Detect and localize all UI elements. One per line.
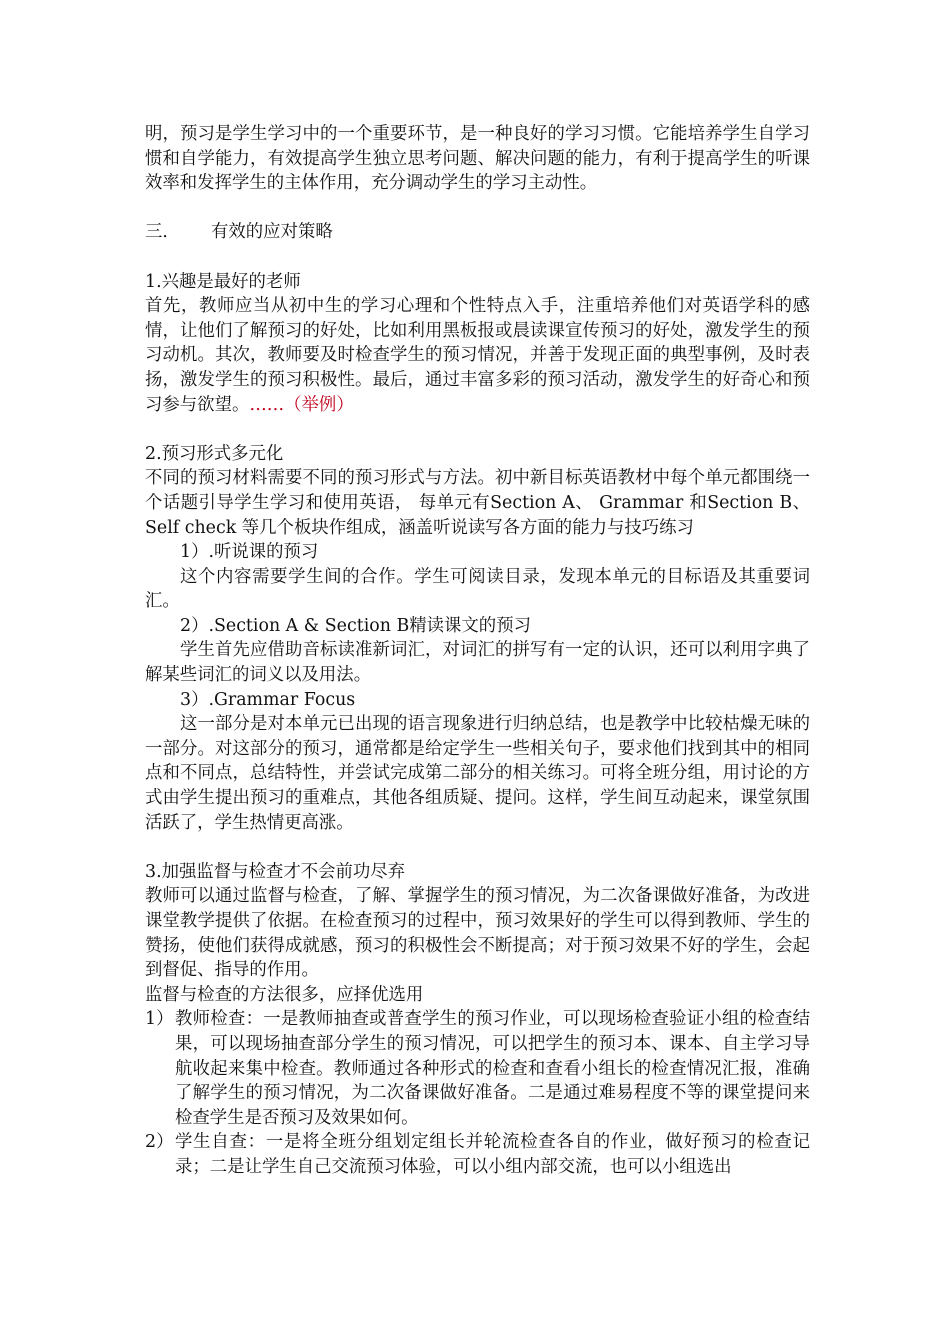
method-item-1: [145, 1007, 810, 1130]
example-note: ……（举例）: [249, 394, 354, 415]
section-heading: [145, 220, 810, 245]
section-number: 三．: [145, 222, 180, 243]
section-title: 有效的应对策略: [211, 222, 333, 243]
strategy-2-title: 2.预习形式多元化: [145, 443, 284, 464]
strategy-2-item-3-body: 这一部分是对本单元已出现的语言现象进行归纳总结，也是教学中比较枯燥无味的一部分。对这部分的预习，通常都是给定学生一些相关句子，要求他们找到其中的相同点和不同点，总结特性，并尝试完成第二部分的相关练习。可将全班分组，用讨论的方式由学生提出预习的重难点，其他各组质疑、提问。这样，学生间互动起来，课堂氛围活跃了，学生热情更高涨。: [145, 714, 810, 833]
strategy-2-item-3-title: 3）.Grammar Focus: [180, 689, 356, 710]
strategy-3-body: 教师可以通过监督与检查，了解、掌握学生的预习情况，为二次备课做好准备，为改进课堂教学提供了依据。在检查预习的过程中，预习效果好的学生可以得到教师、学生的赞扬，使他们获得成就感，预习的积极性会不断提高；对于预习效果不好的学生，会起到督促、指导的作用。: [145, 886, 810, 981]
strategy-2-item-2-body: 学生首先应借助音标读准新词汇，对词汇的拼写有一定的认识，还可以利用字典了解某些词汇的词义以及用法。: [145, 640, 810, 686]
list-marker: 2）: [145, 1132, 174, 1153]
strategy-2-item-1-body: 这个内容需要学生间的合作。学生可阅读目录，发现本单元的目标语及其重要词汇。: [145, 566, 810, 612]
strategy-2-body: 不同的预习材料需要不同的预习形式与方法。初中新目标英语教材中每个单元都围绕一个话题引导学生学习和使用英语， 每单元有Section A、 Grammar 和Section B、 Self check 等几个板块作组成，涵盖听说读写各方面的能力与技巧练习: [145, 468, 810, 538]
strategy-2-item-2-title: 2）.Section A & Section B精读课文的预习: [180, 615, 531, 636]
method-text: 学生自查：一是将全班分组划定组长并轮流检查各自的作业，做好预习的检查记录；二是让学生自己交流预习体验，可以小组内部交流，也可以小组选出: [175, 1132, 810, 1177]
method-item-2: [145, 1130, 810, 1179]
method-text: 教师检查：一是教师抽查或普查学生的预习作业，可以现场检查验证小组的检查结果，可以现场抽查部分学生的预习情况，可以把学生的预习本、课本、自主学习导航收起来集中检查。教师通过各种形式的检查和查看小组长的检查情况汇报，准确了解学生的预习情况，为二次备课做好准备。二是通过难易程度不等的课堂提问来检查学生是否预习及效果如何。: [175, 1009, 810, 1128]
document-page: [145, 122, 810, 1180]
list-marker: 1）: [145, 1009, 174, 1030]
strategy-3-title: 3.加强监督与检查才不会前功尽弃: [145, 861, 406, 882]
strategy-2-item-1-title: 1）.听说课的预习: [180, 542, 319, 563]
strategy-1-title: 1.兴趣是最好的老师: [145, 271, 301, 292]
intro-paragraph: 明，预习是学生学习中的一个重要环节，是一种良好的学习习惯。它能培养学生自学习惯和自学能力，有效提高学生独立思考问题、解决问题的能力，有利于提高学生的听课效率和发挥学生的主体作用，充分调动学生的学习主动性。: [145, 124, 810, 194]
methods-intro: 监督与检查的方法很多，应择优选用: [145, 984, 424, 1005]
strategy-1-body: 首先，教师应当从初中生的学习心理和个性特点入手，注重培养他们对英语学科的感情，让他们了解预习的好处，比如利用黑板报或晨读课宣传预习的好处，激发学生的预习动机。其次，教师要及时检查学生的预习情况，并善于发现正面的典型事例，及时表扬，激发学生的预习积极性。最后，通过丰富多彩的预习活动，激发学生的好奇心和预习参与欲望。……（举例）: [145, 296, 810, 415]
